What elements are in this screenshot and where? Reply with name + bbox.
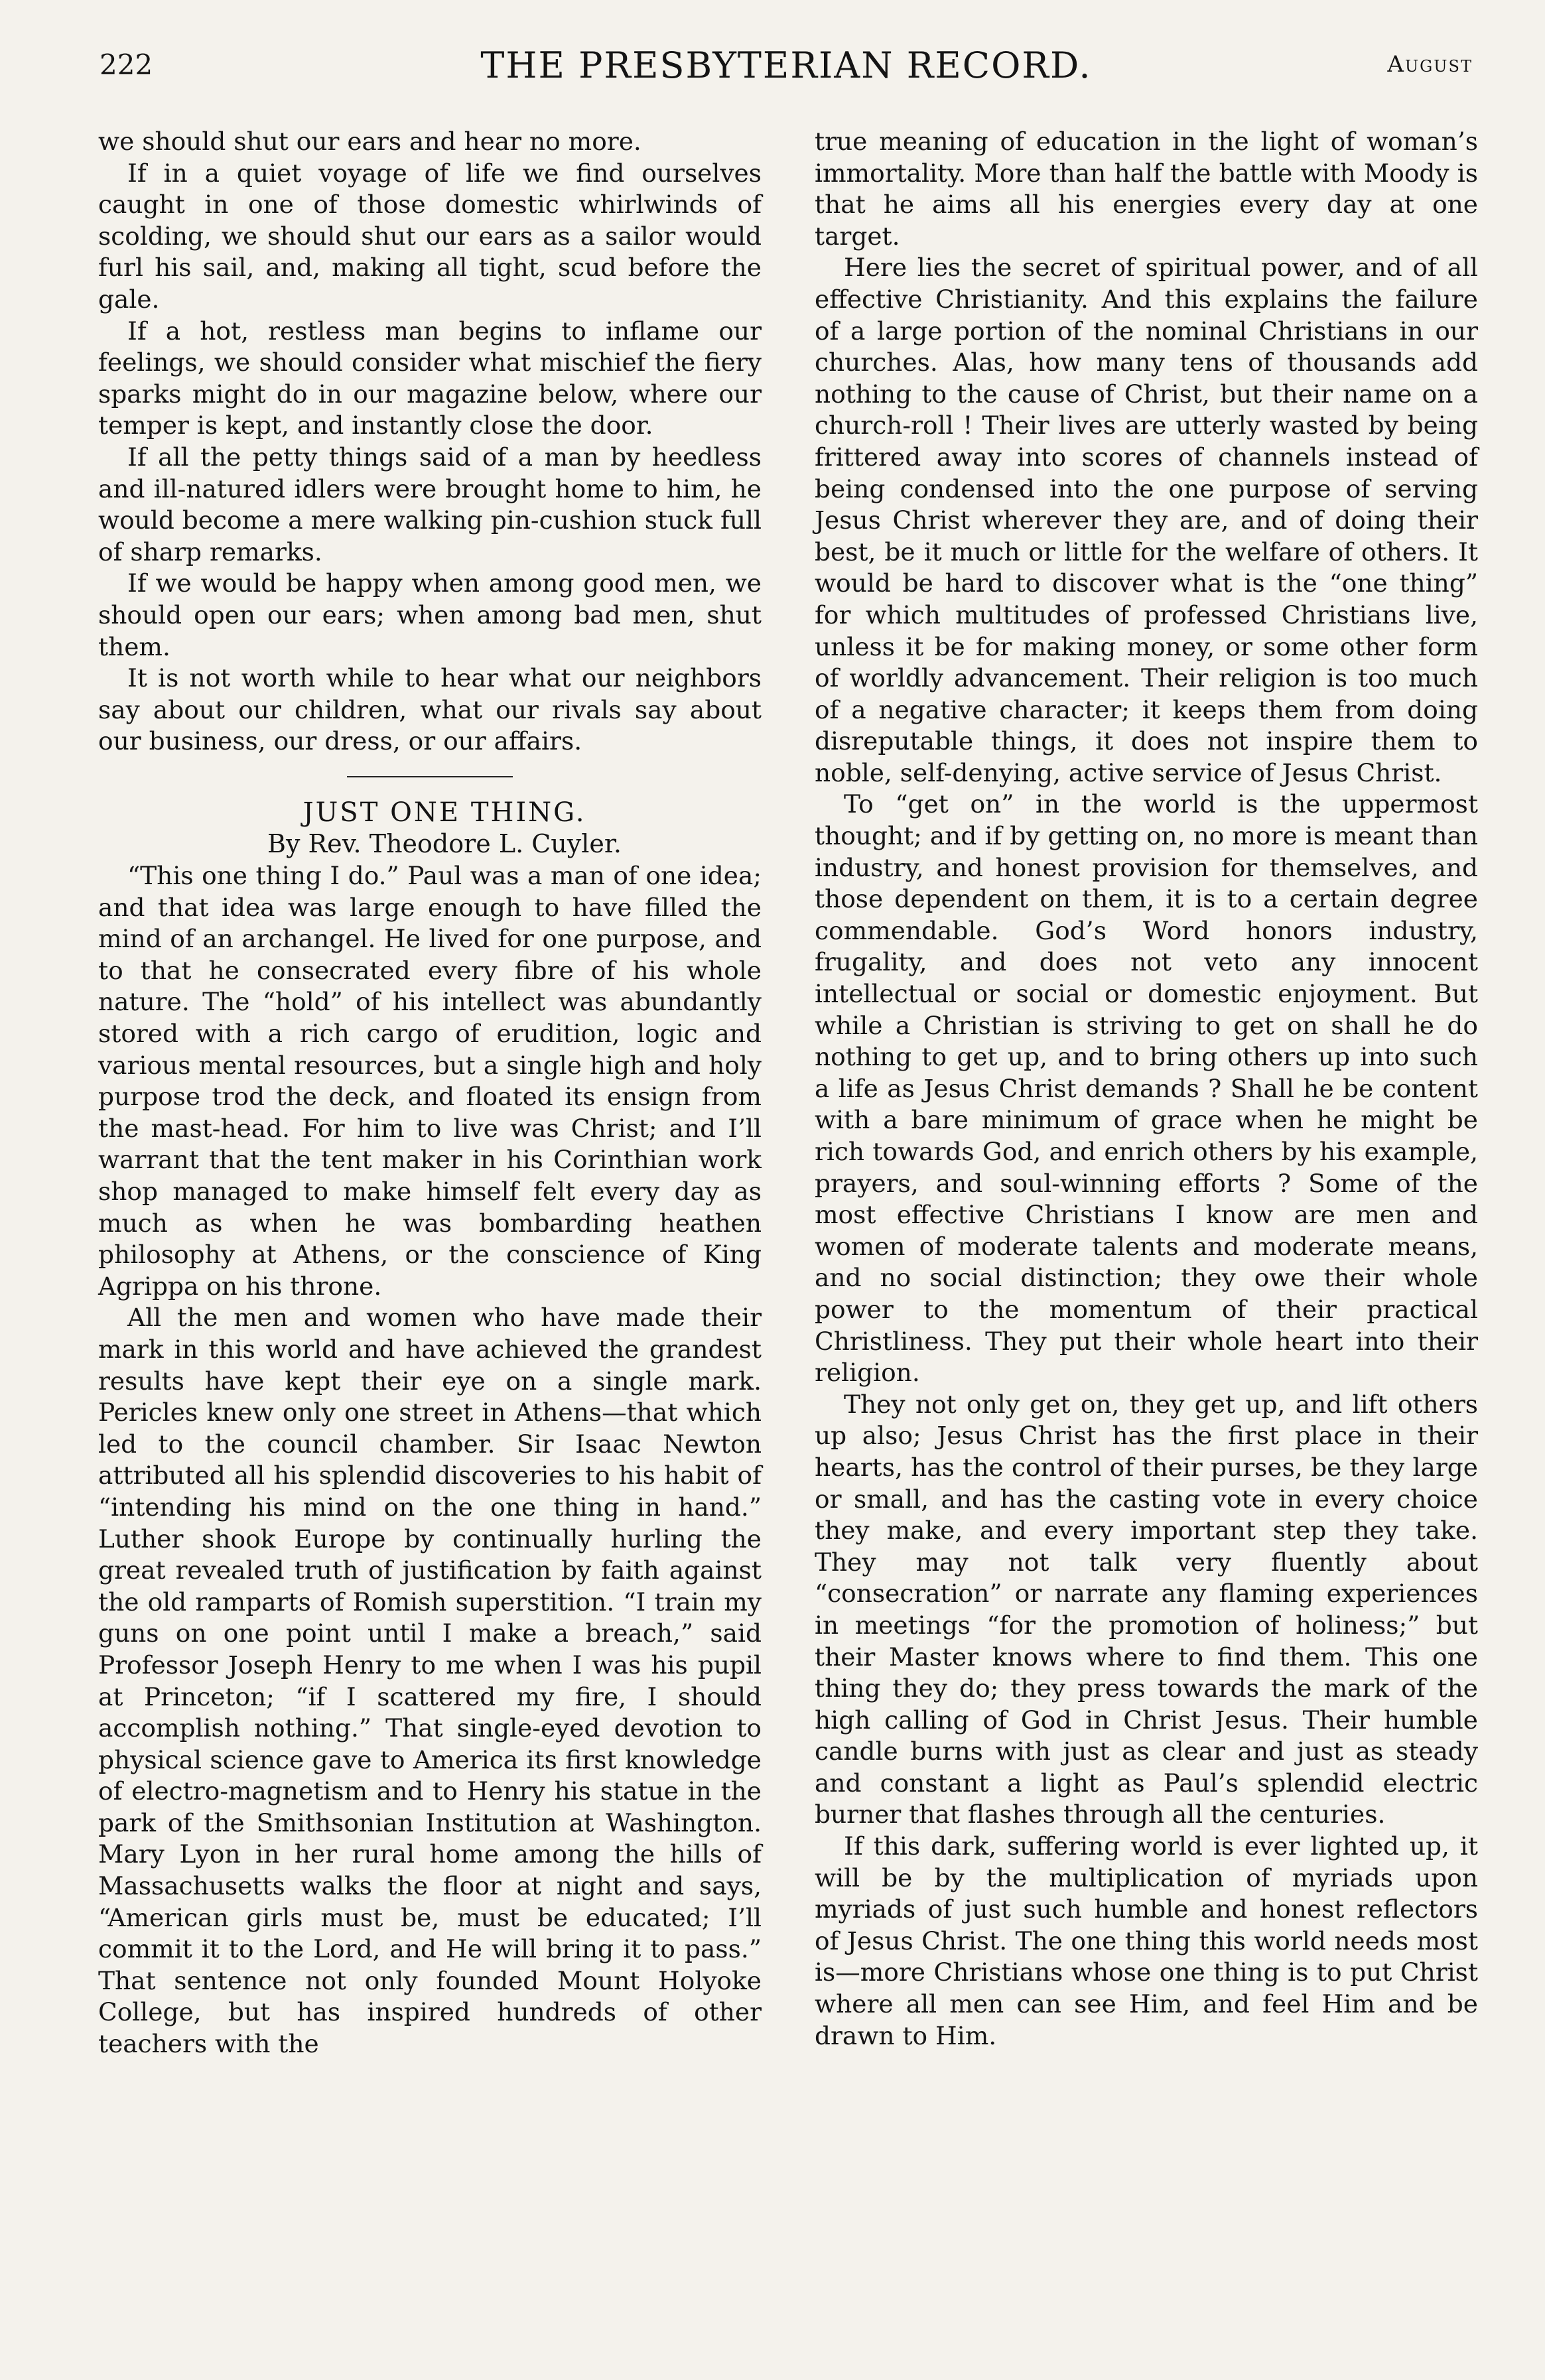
left-column — [98, 126, 762, 2060]
article-byline: By Rev. Theodore L. Cuyler. — [267, 829, 622, 859]
page-header — [100, 36, 1473, 96]
issue-month: August — [1387, 51, 1473, 78]
paragraph: All the men and women who have made their mark in this world and have achieved the grandest results have kept their eye on a single mark. Pericles knew only one street in Athens—that which led to the council chamber. Sir Isaac Newton attributed all his splendid discoveries to his habit of “intending his mind on the one thing in hand.” Luther shook Europe by continually hurling the great revealed truth of justification by faith against the old ramparts of Romish superstition. “I train my guns on one point until I make a breach,” said Professor Joseph Henry to me when I was his pupil at Princeton; “if I scattered my fire, I should accomplish nothing.” That single-eyed devotion to physical science gave to America its first knowledge of electro-magnetism and to Henry his statue in the park of the Smithsonian Institution at Washington. Mary Lyon in her rural home among the hills of Massachusetts walks the floor at night and says, “American girls must be, must be educated; I’ll commit it to the Lord, and He will bring it to pass.” That sentence not only founded Mount Holyoke College, but has inspired hundreds of other teachers with the — [98, 1303, 762, 2059]
paragraph: Here lies the secret of spiritual power, and of all effective Christianity. And this explains the failure of a large portion of the nominal Christians in our churches. Alas, how many tens of thousands add nothing to the cause of Christ, but their name on a church-roll ! Their lives are utterly wasted by being frittered away into scores of channels instead of being condensed into the one purpose of serving Jesus Christ wherever they are, and of doing their best, be it much or little for the welfare of others. It would be hard to discover what is the “one thing” for which multitudes of professed Christians live, unless it be for making money, or some other form of worldly advancement. Their religion is too much of a negative character; it keeps them from doing disreputable things, it does not inspire them to noble, self-denying, active service of Jesus Christ. — [815, 253, 1478, 787]
publication-title: THE PRESBYTERIAN RECORD. — [480, 44, 1092, 86]
paragraph: To “get on” in the world is the uppermost thought; and if by getting on, no more is meant than industry, and honest provision for themselves, and those dependent on them, it is to a certain degree commendable. God’s Word honors industry, frugality, and does not veto any innocent intellectual or social or domestic enjoyment. But while a Christian is striving to get on shall he do nothing to get up, and to bring others up into such a life as Jesus Christ demands ? Shall he be content with a bare minimum of grace when he might be rich towards God, and enrich others by his example, prayers, and soul-winning efforts ? Some of the most effective Christians I know are men and women of moderate talents and moderate means, and no social distinction; they owe their whole power to the momentum of their practical Christliness. They put their whole heart into their religion. — [815, 789, 1478, 1388]
paragraph: If a hot, restless man begins to inflame our feelings, we should consider what mischief the fiery sparks might do in our magazine below, where our temper is kept, and instantly close the door. — [98, 316, 762, 440]
right-column — [815, 126, 1478, 2052]
paragraph: If we would be happy when among good men, we should open our ears; when among bad men, shut them. — [98, 568, 762, 661]
paragraph: If all the petty things said of a man by heedless and ill-natured idlers were brought home to him, he would become a mere walking pin-cushion stuck full of sharp remarks. — [98, 442, 762, 566]
page-number: 222 — [100, 48, 153, 81]
paragraph: If this dark, suffering world is ever lighted up, it will be by the multiplication of myriads upon myriads of just such humble and honest reflectors of Jesus Christ. The one thing this world needs most is—more Christians whose one thing is to put Christ where all men can see Him, and feel Him and be drawn to Him. — [815, 1831, 1478, 2050]
paragraph: If in a quiet voyage of life we find ourselves caught in one of those domestic whirlwinds of scolding, we should shut our ears as a sailor would furl his sail, and, making all tight, scud before the gale. — [98, 158, 762, 314]
article-title: JUST ONE THING. — [302, 797, 586, 828]
paragraph: They not only get on, they get up, and lift others up also; Jesus Christ has the first place in their hearts, has the control of their purses, be they large or small, and has the casting vote in every choice they make, and every important step they take. They may not talk very fluently about “consecration” or narrate any flaming experiences in meetings “for the promotion of holiness;” but their Master knows where to find them. This one thing they do; they press towards the mark of the high calling of God in Christ Jesus. Their humble candle burns with just as clear and just as steady and constant a light as Paul’s splendid electric burner that flashes through all the centuries. — [815, 1389, 1478, 1829]
section-divider — [347, 776, 513, 777]
paragraph: It is not worth while to hear what our neighbors say about our children, what our rivals say about our business, our dress, or our affairs. — [98, 663, 762, 756]
paragraph: true meaning of education in the light of woman’s immortality. More than half the battle with Moody is that he aims all his energies every day at one target. — [815, 127, 1478, 251]
paragraph: “This one thing I do.” Paul was a man of one idea; and that idea was large enough to have filled the mind of an archangel. He lived for one purpose, and to that he consecrated every fibre of his whole nature. The “hold” of his intellect was abundantly stored with a rich cargo of erudition, logic and various mental resources, but a single high and holy purpose trod the deck, and floated its ensign from the mast-head. For him to live was Christ; and I’ll warrant that the tent maker in his Corinthian work shop managed to make himself felt every day as much as when he was bombarding heathen philosophy at Athens, or the conscience of King Agrippa on his throne. — [98, 861, 762, 1301]
paragraph: we should shut our ears and hear no more. — [98, 127, 641, 156]
